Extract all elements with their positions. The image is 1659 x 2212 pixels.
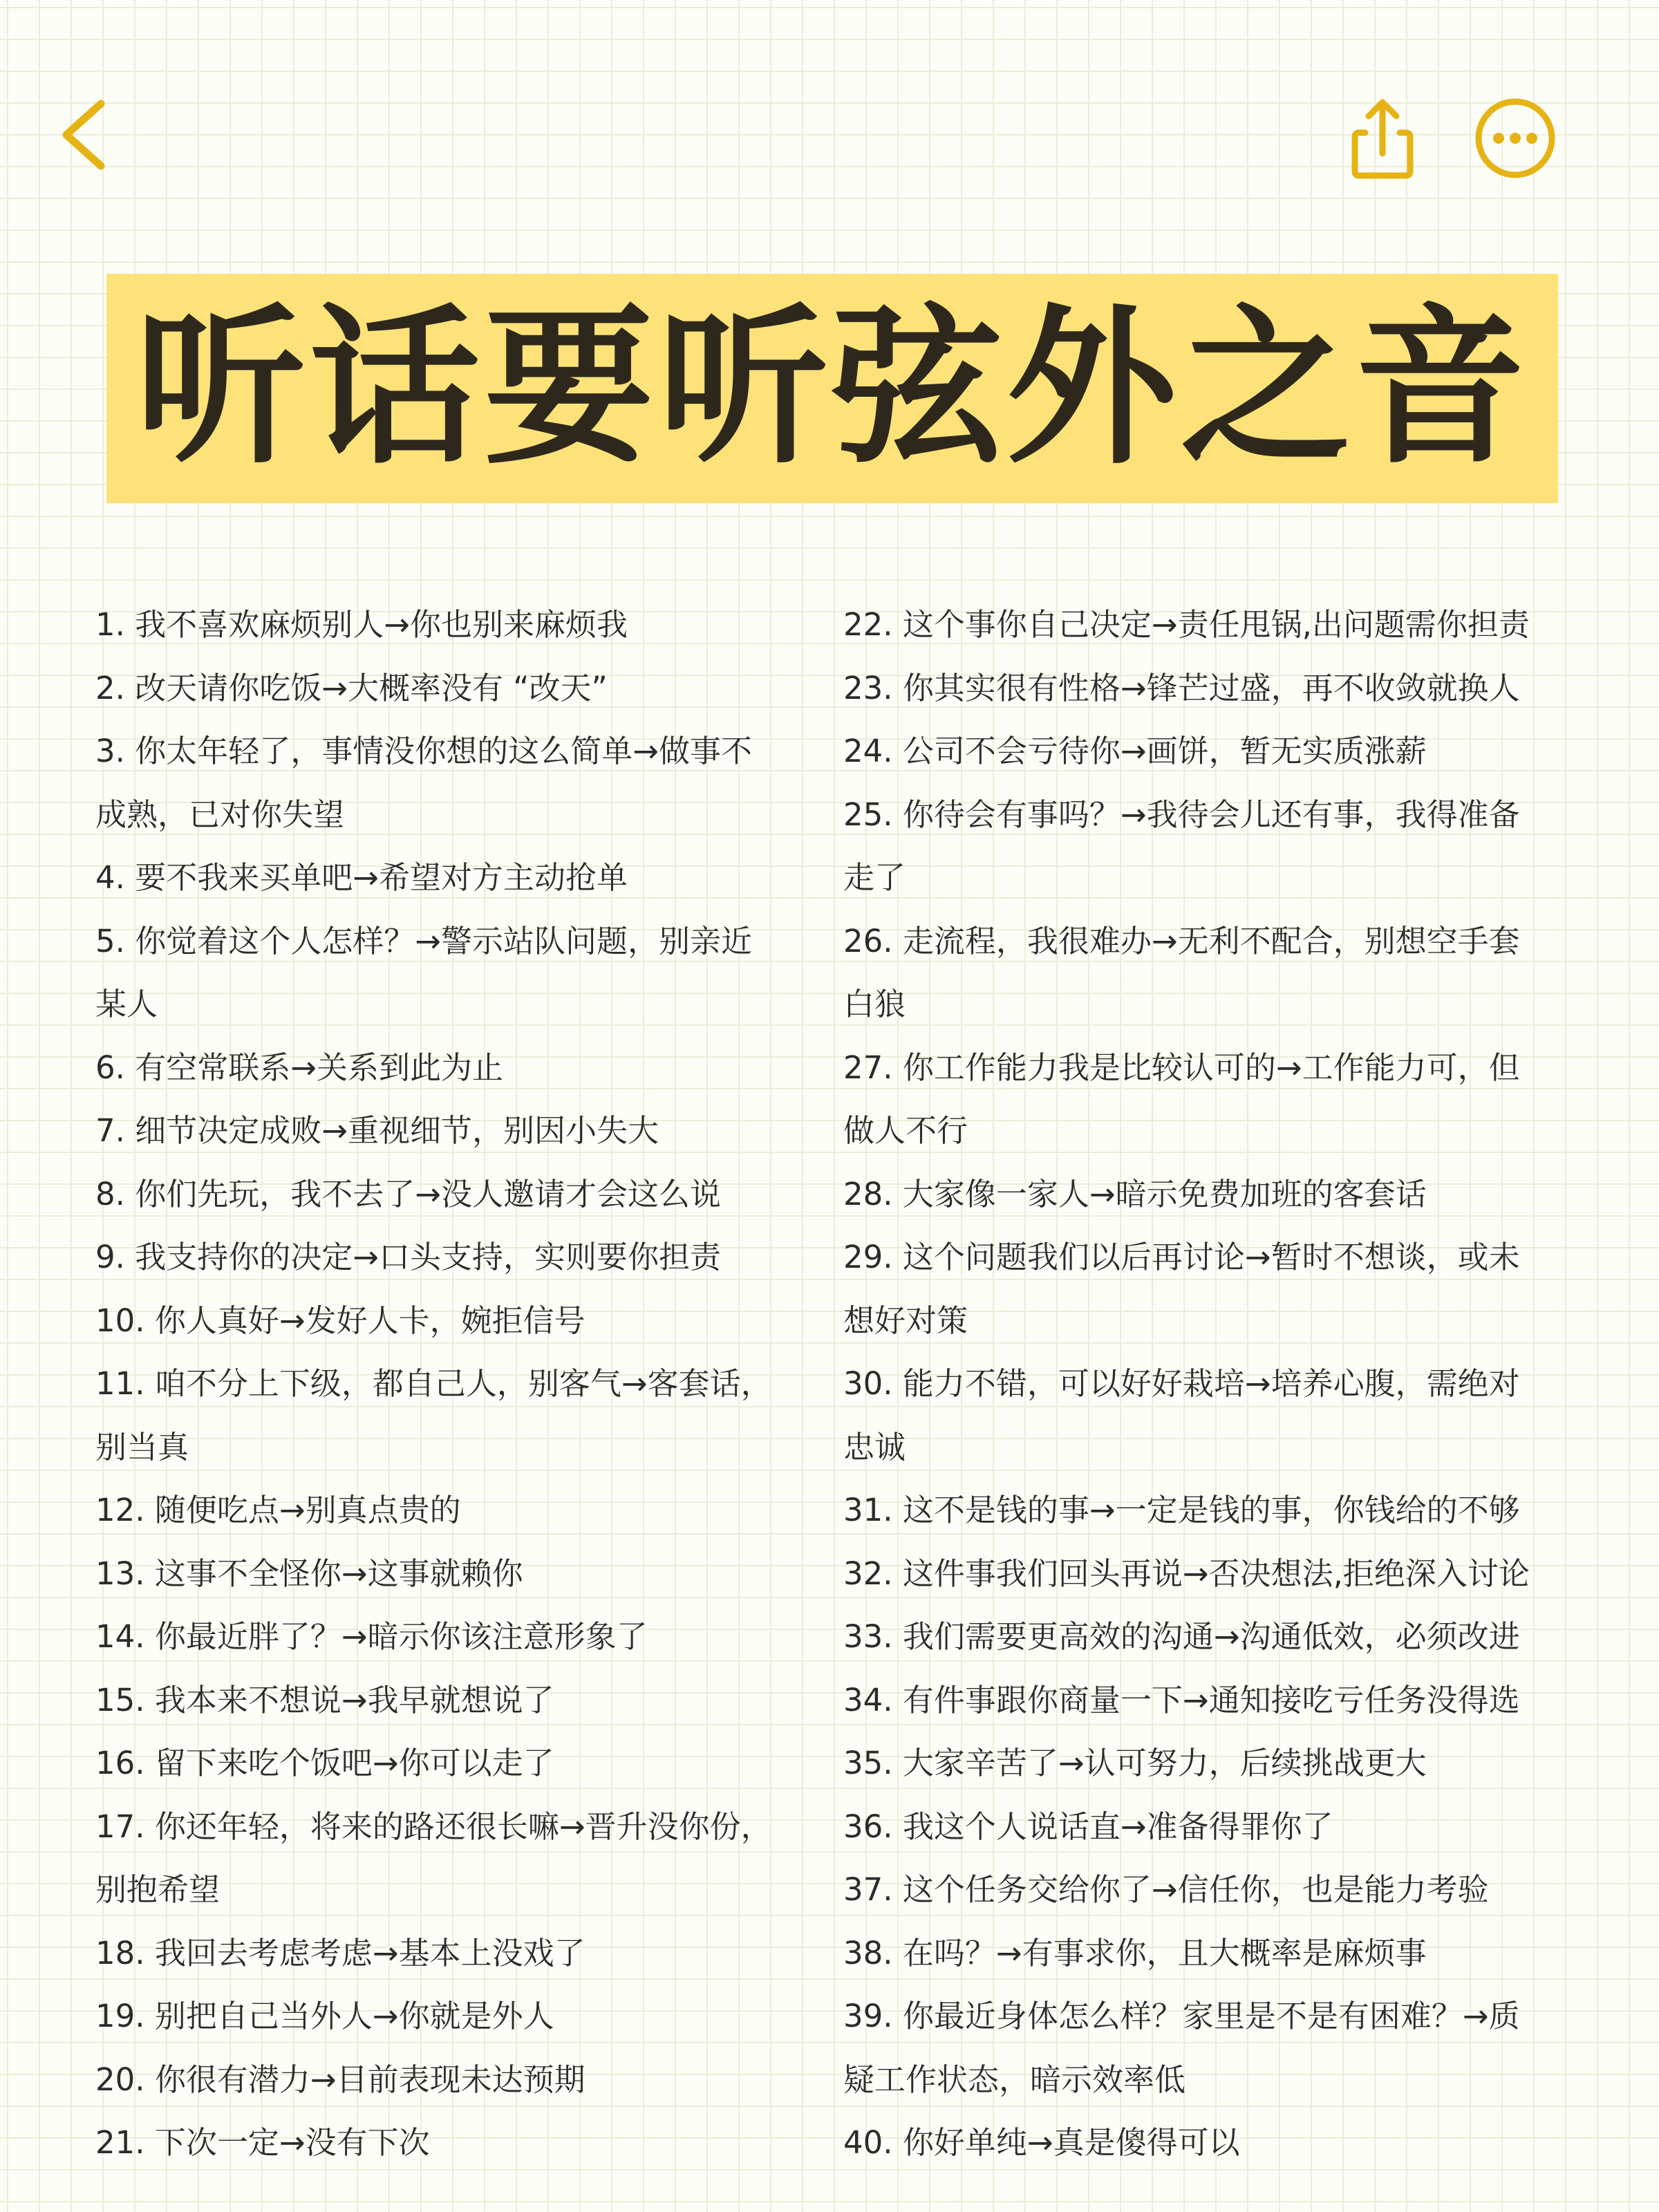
- chevron-left-icon: [48, 90, 124, 180]
- list-item: 26. 走流程，我很难办→无利不配合，别想空手套: [843, 922, 1520, 959]
- list-item: 39. 你最近身体怎么样？家里是不是有困难？→质: [843, 1998, 1520, 2034]
- list-item: 别当真: [95, 1428, 189, 1465]
- list-item: 20. 你很有潜力→目前表现未达预期: [95, 2061, 585, 2098]
- list-item: 3. 你太年轻了，事情没你想的这么简单→做事不: [95, 733, 752, 769]
- title-banner: [106, 274, 1558, 503]
- list-item: 32. 这件事我们回头再说→否决想法,拒绝深入讨论: [843, 1555, 1530, 1592]
- list-item: 33. 我们需要更高效的沟通→沟通低效，必须改进: [843, 1618, 1520, 1655]
- list-item: 36. 我这个人说话直→准备得罪你了: [843, 1808, 1333, 1845]
- list-item: 23. 你其实很有性格→锋芒过盛，再不收敛就换人: [843, 669, 1520, 706]
- list-item: 27. 你工作能力我是比较认可的→工作能力可，但: [843, 1049, 1520, 1086]
- share-icon: [1334, 90, 1431, 187]
- list-item: 25. 你待会有事吗？→我待会儿还有事，我得准备: [843, 796, 1520, 833]
- list-item: 5. 你觉着这个人怎样？→警示站队问题，别亲近: [95, 922, 752, 959]
- list-item: 37. 这个任务交给你了→信任你，也是能力考验: [843, 1871, 1489, 1908]
- list-item: 6. 有空常联系→关系到此为止: [95, 1049, 503, 1086]
- list-item: 14. 你最近胖了？→暗示你该注意形象了: [95, 1618, 648, 1655]
- list-item: 11. 咱不分上下级，都自己人，别客气→客套话，: [95, 1365, 772, 1402]
- list-item: 某人: [95, 986, 158, 1022]
- list-item: 30. 能力不错，可以好好栽培→培养心腹，需绝对: [843, 1365, 1520, 1402]
- page-title: 听话要听弦外之音: [135, 290, 1529, 487]
- list-item: 9. 我支持你的决定→口头支持，实则要你担责: [95, 1239, 721, 1275]
- list-item: 做人不行: [843, 1112, 968, 1149]
- list-item: 38. 在吗？→有事求你，且大概率是麻烦事: [843, 1934, 1427, 1971]
- list-item: 15. 我本来不想说→我早就想说了: [95, 1681, 554, 1718]
- list-item: 忠诚: [843, 1428, 906, 1465]
- list-item: 17. 你还年轻，将来的路还很长嘛→晋升没你份，: [95, 1808, 772, 1845]
- list-item: 21. 下次一定→没有下次: [95, 2124, 430, 2161]
- list-item: 成熟，已对你失望: [95, 796, 345, 833]
- list-item: 疑工作状态，暗示效率低: [843, 2061, 1186, 2098]
- list-item: 2. 改天请你吃饭→大概率没有 “改天”: [95, 669, 608, 706]
- list-item: 12. 随便吃点→别真点贵的: [95, 1492, 461, 1528]
- right-column-list: [843, 593, 1576, 2175]
- list-item: 22. 这个事你自己决定→责任甩锅,出问题需你担责: [843, 606, 1530, 643]
- back-button[interactable]: [48, 90, 124, 180]
- list-item: 31. 这不是钱的事→一定是钱的事，你钱给的不够: [843, 1492, 1520, 1528]
- list-item: 10. 你人真好→发好人卡，婉拒信号: [95, 1302, 585, 1339]
- more-icon: [1472, 95, 1558, 181]
- list-item: 19. 别把自己当外人→你就是外人: [95, 1998, 554, 2034]
- list-item: 29. 这个问题我们以后再讨论→暂时不想谈，或未: [843, 1239, 1520, 1275]
- share-button[interactable]: [1334, 90, 1431, 187]
- list-item: 白狼: [843, 986, 906, 1022]
- list-item: 别抱希望: [95, 1871, 221, 1908]
- list-item: 1. 我不喜欢麻烦别人→你也别来麻烦我: [95, 606, 628, 643]
- list-item: 走了: [843, 859, 906, 896]
- list-item: 34. 有件事跟你商量一下→通知接吃亏任务没得选: [843, 1681, 1520, 1718]
- list-item: 24. 公司不会亏待你→画饼，暂无实质涨薪: [843, 733, 1427, 769]
- list-item: 35. 大家辛苦了→认可努力，后续挑战更大: [843, 1745, 1427, 1781]
- list-item: 16. 留下来吃个饭吧→你可以走了: [95, 1745, 554, 1781]
- list-item: 40. 你好单纯→真是傻得可以: [843, 2124, 1240, 2161]
- list-item: 7. 细节决定成败→重视细节，别因小失大: [95, 1112, 659, 1149]
- more-button[interactable]: [1472, 95, 1558, 181]
- list-item: 想好对策: [843, 1302, 968, 1339]
- list-item: 4. 要不我来买单吧→希望对方主动抢单: [95, 859, 628, 896]
- list-item: 28. 大家像一家人→暗示免费加班的客套话: [843, 1175, 1427, 1212]
- list-item: 13. 这事不全怪你→这事就赖你: [95, 1555, 523, 1592]
- list-item: 8. 你们先玩，我不去了→没人邀请才会这么说: [95, 1175, 721, 1212]
- list-item: 18. 我回去考虑考虑→基本上没戏了: [95, 1934, 585, 1971]
- left-column-list: [95, 593, 828, 2175]
